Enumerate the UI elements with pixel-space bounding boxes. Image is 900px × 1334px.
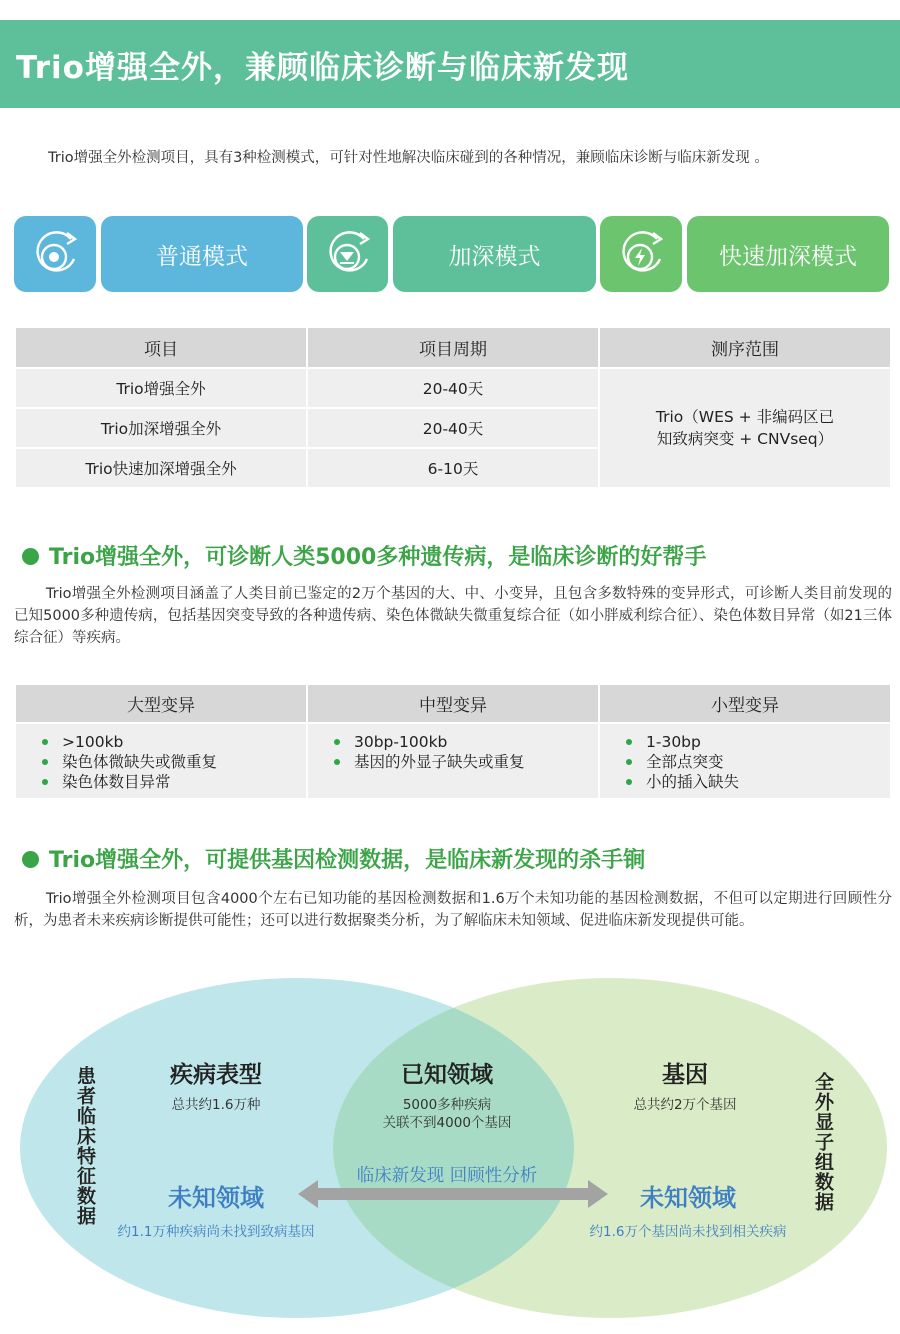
medium-variant-cell — [307, 723, 599, 799]
deepen-mode-icon-box — [307, 216, 388, 292]
left-subtitle: 总共约1.6万种 — [171, 1097, 261, 1113]
list-item: 全部点突变 — [626, 752, 890, 772]
project-table — [14, 326, 892, 489]
project-name: Trio增强全外 — [15, 368, 307, 408]
record-icon — [27, 229, 83, 279]
left-title: 疾病表型 — [170, 1062, 262, 1088]
center-subtitle-2: 关联不到4000个基因 — [382, 1115, 512, 1131]
header-period: 项目周期 — [307, 327, 599, 368]
deepen-mode-button[interactable] — [393, 216, 596, 292]
deepen-mode-label: 加深模式 — [448, 243, 541, 270]
right-subtitle: 总共约2万个基因 — [633, 1097, 737, 1113]
project-name: Trio快速加深增强全外 — [15, 448, 307, 488]
page-header — [0, 20, 900, 108]
project-period: 6-10天 — [307, 448, 599, 488]
table-row — [15, 368, 891, 408]
normal-mode-icon-box — [14, 216, 96, 292]
fast-mode-icon-box — [600, 216, 682, 292]
section-1-title-text: Trio增强全外，可诊断人类5000多种遗传病，是临床诊断的好帮手 — [49, 545, 707, 570]
header-range: 测序范围 — [599, 327, 891, 368]
fast-deepen-mode-label: 快速加深模式 — [719, 243, 857, 270]
table-row — [15, 723, 891, 799]
deepen-icon — [320, 229, 376, 279]
right-unknown-title: 未知领域 — [640, 1183, 736, 1212]
right-vertical-label: 全外显子组数据 — [812, 1072, 834, 1212]
list-item: 染色体数目异常 — [42, 772, 306, 792]
section-1-title — [22, 540, 706, 571]
center-blue-label: 临床新发现 回顾性分析 — [356, 1166, 538, 1186]
section-1-paragraph: Trio增强全外检测项目涵盖了人类目前已鉴定的2万个基因的大、中、小变异，且包含多数特殊的变异形式，可诊断人类目前发现的已知5000多种遗传病，包括基因突变导致的各种遗传病、染色体微缺失微重复综合征（如小胖威利综合征）、染色体数目异常（如21三体综合征）等疾病。 — [14, 586, 892, 646]
section-2-title — [22, 843, 645, 874]
venn-diagram — [0, 970, 900, 1330]
right-unknown-subtitle: 约1.6万个基因尚未找到相关疾病 — [589, 1224, 787, 1240]
intro-text: Trio增强全外检测项目，具有3种检测模式，可针对性地解决临床碰到的各种情况，兼顾临床诊断与临床新发现 。 — [48, 150, 769, 166]
left-unknown-subtitle: 约1.1万种疾病尚未找到致病基因 — [117, 1224, 315, 1240]
list-item: 小的插入缺失 — [626, 772, 890, 792]
normal-mode-button[interactable] — [101, 216, 303, 292]
project-period: 20-40天 — [307, 368, 599, 408]
project-period: 20-40天 — [307, 408, 599, 448]
list-item: 1-30bp — [626, 732, 890, 752]
range-line-1: Trio（WES + 非编码区已 — [655, 408, 835, 426]
sequencing-range — [599, 368, 891, 488]
table-header-row — [15, 327, 891, 368]
header-project: 项目 — [15, 327, 307, 368]
section-2-title-text: Trio增强全外，可提供基因检测数据，是临床新发现的杀手锏 — [49, 848, 646, 873]
range-line-2: 知致病突变 + CNVseq） — [656, 430, 834, 448]
normal-mode-label: 普通模式 — [156, 243, 248, 270]
bullet-dot-icon — [22, 851, 39, 868]
left-vertical-label: 患者临床特征数据 — [74, 1066, 96, 1226]
header-large-variant: 大型变异 — [15, 684, 307, 723]
page-title: Trio增强全外，兼顾临床诊断与临床新发现 — [16, 50, 629, 86]
variant-table — [14, 683, 892, 800]
header-medium-variant: 中型变异 — [307, 684, 599, 723]
section-2-paragraph: Trio增强全外检测项目包含4000个左右已知功能的基因检测数据和1.6万个未知功能的基因检测数据，不但可以定期进行回顾性分析，为患者未来疾病诊断提供可能性；还可以进行数据聚类分析，为了解临床未知领域、促进临床新发现提供可能。 — [14, 891, 892, 929]
table-header-row — [15, 684, 891, 723]
center-title: 已知领域 — [401, 1062, 493, 1088]
list-item: 染色体微缺失或微重复 — [42, 752, 306, 772]
left-unknown-title: 未知领域 — [168, 1183, 264, 1212]
list-item: 30bp-100kb — [334, 732, 598, 752]
list-item: 基因的外显子缺失或重复 — [334, 752, 598, 772]
venn-shapes — [0, 970, 900, 1330]
project-name: Trio加深增强全外 — [15, 408, 307, 448]
right-title: 基因 — [662, 1062, 708, 1088]
bullet-dot-icon — [22, 548, 39, 565]
header-small-variant: 小型变异 — [599, 684, 891, 723]
list-item: >100kb — [42, 732, 306, 752]
fast-deepen-mode-button[interactable] — [687, 216, 889, 292]
small-variant-cell — [599, 723, 891, 799]
lightning-icon — [613, 229, 669, 279]
large-variant-cell — [15, 723, 307, 799]
center-subtitle-1: 5000多种疾病 — [402, 1097, 492, 1113]
